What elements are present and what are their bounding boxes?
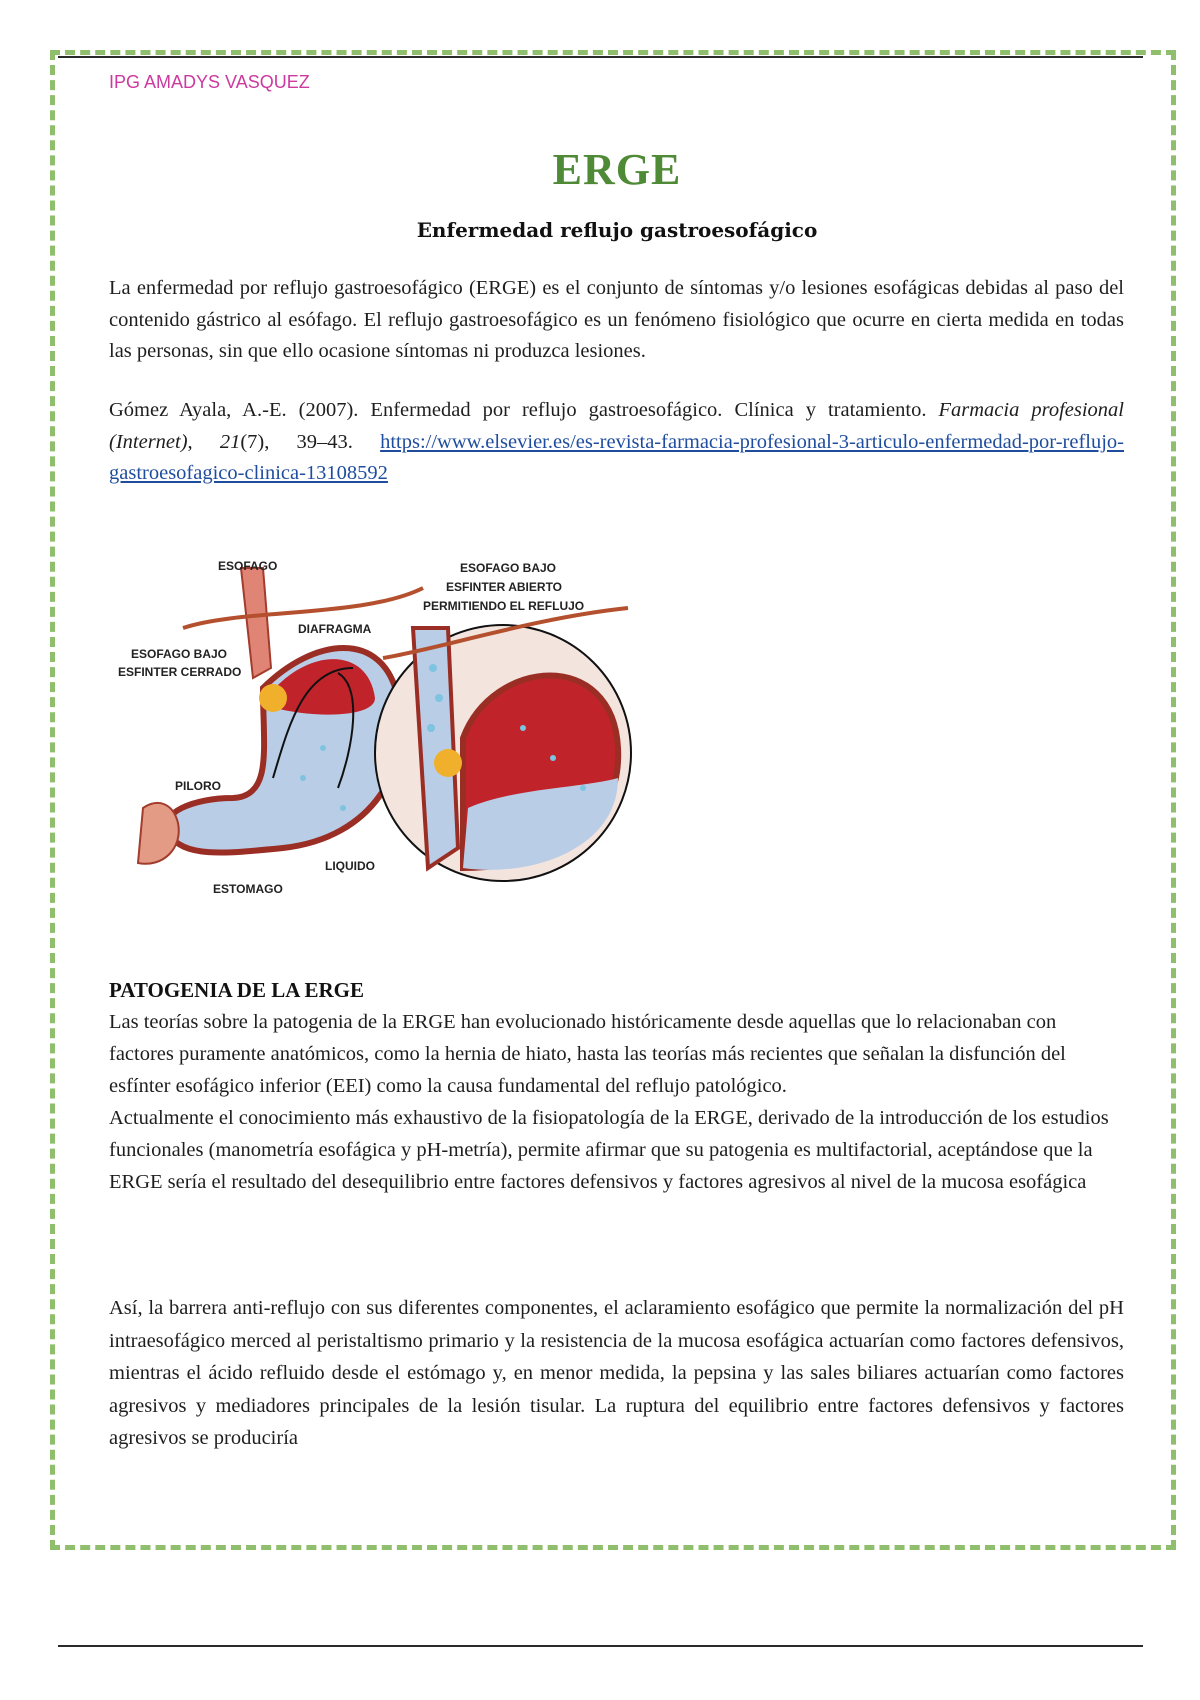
label-esofago-bajo-1: ESOFAGO BAJO xyxy=(131,647,228,661)
footer-rule xyxy=(58,1645,1143,1647)
reference-paragraph: Gómez Ayala, A.-E. (2007). Enfermedad por reflujo gastroesofágico. Clínica y tratamiento. Farmacia profesional (Internet), 21(7), 39–43. https://www.elsevier.es/es-revista-farmacia-profesional-3-articulo-enfermedad-por-reflujo-gastroesofagico-clinica-13108592 xyxy=(109,399,1124,484)
stomach-open-illustration xyxy=(375,608,631,881)
page-subtitle: Enfermedad reflujo gastroesofágico xyxy=(416,218,818,242)
label-esofago: ESOFAGO xyxy=(218,559,278,573)
label-esfinter-abierto: ESFINTER ABIERTO xyxy=(446,580,563,594)
reference-volume: 21 xyxy=(219,430,241,453)
reference-pages: (7), 39–43. xyxy=(240,430,381,453)
label-piloro: PILORO xyxy=(175,779,222,793)
label-esofago-bajo-2: ESOFAGO BAJO xyxy=(460,561,557,575)
reference-link[interactable]: https://www.elsevier.es/es-revista-farmacia-profesional-3-articulo-enfermedad-por-reflujo-gastroesofagico-clinica-13108592 xyxy=(109,430,1124,484)
page-title: ERGE xyxy=(552,145,682,194)
header-rule xyxy=(58,56,1143,58)
patogenia-p1: Las teorías sobre la patogenia de la ERGE han evolucionado históricamente desde aquellas que lo relacionaban con factores puramente anatómicos, como la hernia de hiato, hasta las teorías más recientes que señalan la disfunción del esfínter esofágico inferior (EEI) como la causa fundamental del reflujo patológico. xyxy=(109,1011,1066,1097)
patogenia-p2: Actualmente el conocimiento más exhaustivo de la fisiopatología de la ERGE, derivado de la introducción de los estudios funcionales (manometría esofágica y pH-metría), permite afirmar que su patogenia es multifactorial, aceptándose que la ERGE sería el resultado del desequilibrio entre factores defensivos y factores agresivos al nivel de la mucosa esofágica xyxy=(109,1107,1109,1193)
label-esfinter-cerrado: ESFINTER CERRADO xyxy=(118,665,242,679)
section-title-patogenia: PATOGENIA DE LA ERGE xyxy=(109,978,364,1002)
author-name: IPG AMADYS VASQUEZ xyxy=(109,72,310,92)
label-estomago: ESTOMAGO xyxy=(213,882,283,896)
reference-journal: Farmacia profesional (Internet) xyxy=(109,399,1124,453)
label-diafragma: DIAFRAGMA xyxy=(298,622,372,636)
patogenia-paragraph-3: Así, la barrera anti-reflujo con sus diferentes componentes, el aclaramiento esofágico que permite la normalización del pH intraesofágico merced al peristaltismo primario y la resistencia de la mucosa esofágica actuarían como factores defensivos, mientras el ácido refluido desde el estómago y, en menor medida, la pepsina y las sales biliares actuarían como factores agresivos y mediadores principales de la lesión tisular. La ruptura del equilibrio entre factores defensivos y factores agresivos se produciría xyxy=(109,1297,1124,1449)
label-liquido: LIQUIDO xyxy=(325,859,375,873)
gerd-diagram xyxy=(113,548,703,928)
patogenia-paragraph xyxy=(109,1006,1124,1198)
intro-paragraph: La enfermedad por reflujo gastroesofágico (ERGE) es el conjunto de síntomas y/o lesiones esofágicas debidas al paso del contenido gástrico al esófago. El reflujo gastroesofágico es un fenómeno fisiológico que ocurre en cierta medida en todas las personas, sin que ello ocasione síntomas ni produzca lesiones. xyxy=(109,277,1124,362)
label-permitiendo: PERMITIENDO EL REFLUJO xyxy=(423,599,585,613)
reference-text: Gómez Ayala, A.-E. (2007). Enfermedad por reflujo gastroesofágico. Clínica y tratamiento. xyxy=(109,399,939,421)
